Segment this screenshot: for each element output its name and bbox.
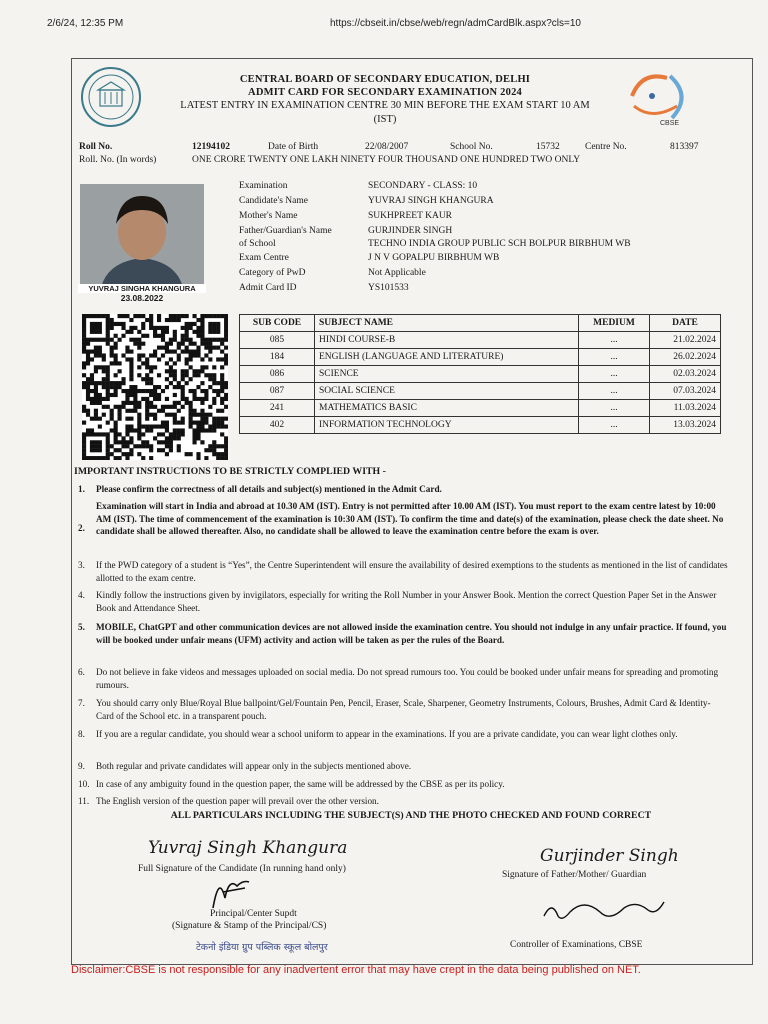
table-row (240, 349, 721, 366)
principal-stamp-label: (Signature & Stamp of the Principal/CS) (172, 921, 327, 931)
disclaimer: Disclaimer:CBSE is not responsible for any inadvertent error that may have crept in the data being published on NET. (71, 964, 641, 976)
right-logo-text: CBSE (660, 120, 680, 127)
guardian-signature-label: Signature of Father/Mother/ Guardian (502, 870, 647, 880)
instruction-text: If the PWD category of a student is “Yes”, the Centre Superintendent will ensure the availability of desired exemptions to the students as mentioned in the list of candidates allotted to the exam centre. (96, 560, 728, 583)
table-row (240, 417, 721, 434)
cell-date: 07.03.2024 (650, 383, 721, 400)
instruction-text: Both regular and private candidates will appear only in the subjects mentioned above. (96, 761, 412, 771)
instruction-item (78, 621, 728, 646)
controller-label: Controller of Examinations, CBSE (510, 940, 643, 950)
cell-code: 085 (240, 332, 315, 349)
school-no-label: School No. (450, 142, 493, 152)
instruction-text: MOBILE, ChatGPT and other communication devices are not allowed inside the examination centre. You should not indulge in any unfair practice. If found, you will be booked under unfair means (UFM) activity and action will be taken as per the rules of the Board. (96, 622, 727, 645)
table-row (240, 332, 721, 349)
instructions-heading: IMPORTANT INSTRUCTIONS TO BE STRICTLY COMPLIED WITH - (74, 466, 386, 477)
cell-date: 13.03.2024 (650, 417, 721, 434)
cell-subject: SOCIAL SCIENCE (315, 383, 579, 400)
guardian-signature: Gurjinder Singh (540, 846, 679, 866)
cell-date: 26.02.2024 (650, 349, 721, 366)
cell-medium: ... (579, 417, 650, 434)
cell-subject: INFORMATION TECHNOLOGY (315, 417, 579, 434)
roll-value: 12194102 (192, 142, 230, 152)
cell-code: 402 (240, 417, 315, 434)
instruction-item (78, 559, 728, 584)
instruction-number: 2. (78, 523, 85, 533)
school-no-value: 15732 (536, 142, 560, 152)
instruction-item (78, 500, 728, 538)
detail-label: Category of PwD (239, 268, 306, 278)
print-datetime: 2/6/24, 12:35 PM (47, 18, 124, 29)
cbse-exam-logo-icon (622, 66, 702, 126)
candidate-signature-label: Full Signature of the Candidate (In running hand only) (138, 864, 346, 874)
entry-notice-ist: (IST) (373, 114, 397, 125)
candidate-signature: Yuvraj Singh Khangura (148, 838, 348, 858)
instruction-text: The English version of the question paper will prevail over the other version. (96, 796, 379, 806)
principal-signature-icon (205, 868, 255, 914)
detail-value: SUKHPREET KAUR (368, 211, 453, 221)
instruction-number: 11. (78, 796, 90, 806)
instruction-item (78, 795, 728, 808)
cell-subject: HINDI COURSE-B (315, 332, 579, 349)
detail-value: TECHNO INDIA GROUP PUBLIC SCH BOLPUR BIRBHUM WB (368, 239, 631, 249)
detail-label: Admit Card ID (239, 283, 297, 293)
table-row (240, 366, 721, 383)
instruction-number: 4. (78, 590, 85, 600)
instruction-text: You should carry only Blue/Royal Blue ballpoint/Gel/Fountain Pen, Pencil, Eraser, Scale, Sharpener, Geometry Instruments, Colours, Brushes, Admit Card & Identity-Card of the School etc. in a transparent pouch. (96, 698, 711, 721)
cell-code: 241 (240, 400, 315, 417)
instruction-item (78, 760, 728, 773)
instruction-text: If you are a regular candidate, you should wear a school uniform to appear in the examinations. If you are a private candidate, you can wear light clothes only. (96, 729, 678, 739)
dob-value: 22/08/2007 (365, 142, 409, 152)
particulars-confirmation: ALL PARTICULARS INCLUDING THE SUBJECT(S) AND THE PHOTO CHECKED AND FOUND CORRECT (170, 810, 652, 821)
entry-notice: LATEST ENTRY IN EXAMINATION CENTRE 30 MIN BEFORE THE EXAM START 10 AM (180, 100, 590, 111)
instruction-number: 3. (78, 560, 85, 570)
photo-caption-name: YUVRAJ SINGHA KHANGURA (78, 284, 206, 293)
candidate-portrait-icon (80, 184, 204, 292)
cell-code: 184 (240, 349, 315, 366)
cell-date: 02.03.2024 (650, 366, 721, 383)
instruction-number: 8. (78, 729, 85, 739)
roll-words-value: ONE CRORE TWENTY ONE LAKH NINETY FOUR THOUSAND ONE HUNDRED TWO ONLY (192, 155, 581, 165)
controller-signature-icon (540, 894, 670, 928)
cell-medium: ... (579, 366, 650, 383)
dob-label: Date of Birth (268, 142, 319, 152)
detail-value: SECONDARY - CLASS: 10 (368, 181, 478, 191)
cell-medium: ... (579, 383, 650, 400)
instruction-item (78, 483, 728, 496)
centre-no-label: Centre No. (585, 142, 627, 152)
subjects-table (239, 314, 721, 434)
instruction-number: 6. (78, 667, 85, 677)
roll-label: Roll No. (79, 142, 113, 152)
candidate-photo (80, 184, 204, 292)
col-medium: MEDIUM (579, 315, 650, 332)
col-date: DATE (650, 315, 721, 332)
school-stamp: टेकनो इंडिया ग्रुप पब्लिक स्कूल बोलपुर (196, 942, 328, 953)
table-row (240, 400, 721, 417)
col-sub-code: SUB CODE (240, 315, 315, 332)
cell-subject: ENGLISH (LANGUAGE AND LITERATURE) (315, 349, 579, 366)
table-header-row (240, 315, 721, 332)
principal-label: Principal/Center Supdt (210, 909, 297, 919)
instruction-item (78, 589, 728, 614)
cbse-emblem-icon (80, 66, 142, 128)
instruction-text: Please confirm the correctness of all details and subject(s) mentioned in the Admit Card. (96, 484, 442, 494)
detail-value: YUVRAJ SINGH KHANGURA (368, 196, 494, 206)
instruction-number: 9. (78, 761, 85, 771)
table-row (240, 383, 721, 400)
cell-medium: ... (579, 349, 650, 366)
instruction-text: Examination will start in India and abroad at 10.30 AM (IST). Entry is not permitted after 10.00 AM (IST). You must report to the exam centre latest by 10:00 AM (IST). The time of commencement of the examination is 10:30 AM (IST). To confirm the time and date(s) of the examination, please check the date sheet. No candidate shall be allowed thereafter. Also, no candidate shall be allowed to leave the examination centre before the exam is over. (96, 501, 724, 536)
cell-subject: SCIENCE (315, 366, 579, 383)
instruction-number: 1. (78, 484, 85, 494)
detail-label: Mother's Name (239, 211, 298, 221)
cell-date: 21.02.2024 (650, 332, 721, 349)
instruction-text: Kindly follow the instructions given by invigilators, especially for writing the Roll Number in your Answer Book. Mention the correct Question Paper Set in the Answer Book and Attendance Sheet. (96, 590, 717, 613)
detail-label: Candidate's Name (239, 196, 308, 206)
cell-medium: ... (579, 400, 650, 417)
detail-value: GURJINDER SINGH (368, 226, 453, 236)
print-url: https://cbseit.in/cbse/web/regn/admCardBlk.aspx?cls=10 (330, 18, 581, 29)
col-subject-name: SUBJECT NAME (315, 315, 579, 332)
detail-value: J N V GOPALPU BIRBHUM WB (368, 253, 500, 263)
qr-code-icon (82, 314, 228, 460)
instruction-item (78, 728, 728, 741)
card-title: ADMIT CARD FOR SECONDARY EXAMINATION 2024 (248, 87, 522, 98)
detail-label: of School (239, 239, 276, 249)
instruction-text: Do not believe in fake videos and messages uploaded on social media. Do not spread rumours too. You could be booked under unfair means for spreading and promoting rumours. (96, 667, 719, 690)
centre-no-value: 813397 (670, 142, 699, 152)
cell-subject: MATHEMATICS BASIC (315, 400, 579, 417)
photo-caption-date: 23.08.2022 (120, 293, 164, 303)
detail-label: Father/Guardian's Name (239, 226, 332, 236)
instruction-text: In case of any ambiguity found in the question paper, the same will be addressed by the CBSE as per its policy. (96, 779, 505, 789)
cell-date: 11.03.2024 (650, 400, 721, 417)
detail-value: YS101533 (368, 283, 409, 293)
detail-value: Not Applicable (368, 268, 426, 278)
instruction-number: 10. (78, 779, 90, 789)
board-title: CENTRAL BOARD OF SECONDARY EDUCATION, DELHI (239, 74, 531, 85)
detail-label: Exam Centre (239, 253, 289, 263)
instruction-item (78, 697, 728, 722)
instruction-number: 5. (78, 622, 85, 632)
instruction-item (78, 666, 728, 691)
instruction-number: 7. (78, 698, 85, 708)
roll-words-label: Roll. No. (In words) (79, 155, 157, 165)
cell-code: 087 (240, 383, 315, 400)
cell-code: 086 (240, 366, 315, 383)
detail-label: Examination (239, 181, 288, 191)
cell-medium: ... (579, 332, 650, 349)
instruction-item (78, 778, 728, 791)
